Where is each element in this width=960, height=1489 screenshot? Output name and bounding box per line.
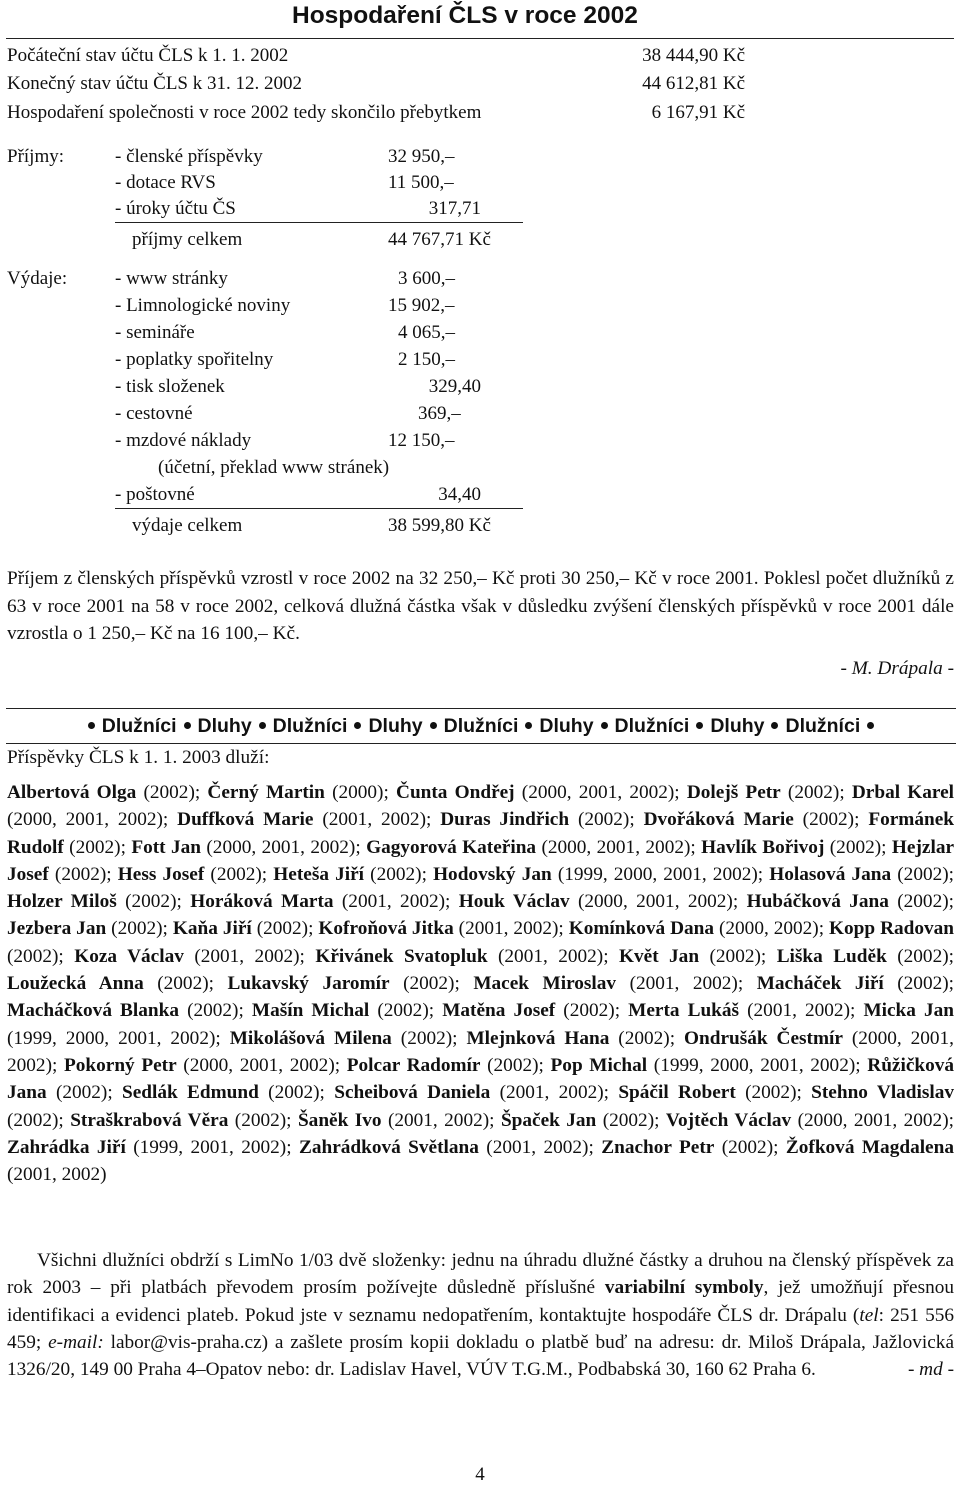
debtor-years: (2002);: [369, 1000, 443, 1022]
debtor-years: (2001, 2002);: [616, 973, 757, 995]
debtor-years: (2001, 2002);: [490, 1082, 619, 1104]
expense-item-value: 369,–: [418, 403, 461, 424]
debtor-item: [366, 837, 701, 858]
debtor-years: (2000, 2001, 2002);: [201, 836, 367, 858]
debtor-years: (2002);: [364, 863, 434, 885]
debtor-name: Lukavský Jaromír: [227, 973, 390, 995]
debtor-years: (2001, 2002);: [739, 1000, 864, 1022]
debtor-years: (2002);: [7, 1109, 71, 1131]
page-number: 4: [475, 1464, 485, 1485]
expense-note: (účetní, překlad www stránek): [158, 457, 390, 478]
debtor-years: (2001, 2002);: [453, 918, 569, 940]
bullet-icon: [601, 722, 608, 729]
expense-item-label: - poštovné: [115, 484, 195, 505]
debtor-years: (2002);: [714, 1136, 786, 1158]
debtor-name: Macek Miroslav: [473, 973, 617, 995]
debtor-years: (2002);: [251, 918, 319, 940]
income-total-value: 44 767,71 Kč: [388, 229, 491, 250]
bullet-icon: [771, 722, 778, 729]
debtor-name: Křivánek Svatopluk: [315, 945, 488, 967]
debtor-name: Zahrádka Jiří: [7, 1136, 126, 1158]
debtor-item: [628, 1000, 863, 1021]
debtor-name: Dvořáková Marie: [643, 809, 794, 831]
debtor-item: [396, 782, 687, 803]
expense-item-value: 3 600,–: [398, 268, 455, 289]
expense-item-value: 329,40: [428, 376, 481, 397]
debtor-years: (2001, 2002);: [333, 891, 459, 913]
banner-word: Dlužníci: [614, 714, 690, 737]
debtor-years: (2002);: [143, 973, 228, 995]
debtor-name: Jezbera Jan: [7, 918, 107, 940]
expense-item-label: - semináře: [115, 322, 195, 343]
debtor-years: (2002);: [883, 973, 954, 995]
debtor-name: Sedlák Edmund: [122, 1082, 259, 1104]
debtor-years: (2000, 2001, 2002);: [7, 1027, 954, 1076]
page-title: Hospodaření ČLS v roce 2002: [292, 2, 638, 29]
debtor-item: [230, 1028, 467, 1049]
debtor-years: (2001, 2002);: [313, 809, 441, 831]
debtor-years: (2002);: [48, 863, 118, 885]
comment-paragraph: [7, 565, 954, 648]
banner-word: Dlužníci: [272, 714, 348, 737]
debtor-name: Dolejš Petr: [686, 782, 781, 803]
debtor-name: Mlejnková Hana: [466, 1027, 610, 1049]
debtor-years: (2002);: [258, 1082, 335, 1104]
debtor-name: Pokorný Petr: [63, 1054, 177, 1076]
tel-number: : 251 556 459;: [7, 1304, 954, 1353]
debtor-item: [442, 1000, 628, 1021]
debtor-years: (2002);: [824, 836, 892, 858]
debtor-years: (2002);: [179, 1000, 252, 1022]
debtor-years: (2002);: [555, 1000, 629, 1022]
debtor-item: [601, 1137, 786, 1158]
debtor-name: Kopp Radovan: [829, 918, 955, 940]
debtor-item: [501, 1110, 666, 1131]
debtor-item: [318, 918, 568, 939]
banner-word: Dlužníci: [443, 714, 519, 737]
debtor-name: Mašín Michal: [251, 1000, 370, 1022]
debtor-years: (2002);: [891, 863, 955, 885]
closing-text: Všichni dlužníci obdrží s LimNo 1/03 dvě složenky: jednu na úhradu dlužné částky a druhou na členský příspěvek za rok 2003 – při platbách převodem prosím požívejte důsledně příslušné: [7, 1250, 954, 1299]
debtor-name: Černý Martin: [207, 782, 325, 803]
debtor-name: Macháčková Blanka: [7, 1000, 179, 1022]
debtor-item: [757, 973, 954, 994]
debtors-list: [7, 779, 954, 1188]
debtor-years: (2001, 2002);: [381, 1109, 501, 1131]
debtor-name: Šaněk Ivo: [297, 1109, 382, 1131]
debtor-years: (2001, 2002): [7, 1164, 107, 1186]
debtor-item: [551, 1055, 868, 1076]
debtor-item: [618, 1082, 811, 1103]
debtor-name: Koza Václav: [74, 945, 184, 967]
debtor-name: Horáková Marta: [190, 891, 334, 913]
debtor-name: Merta Lukáš: [628, 1000, 740, 1022]
debtor-name: Hejzlar Josef: [7, 836, 955, 885]
debtor-name: Žofková Magdalena: [785, 1136, 954, 1158]
debtor-years: (1999, 2001, 2002);: [125, 1136, 299, 1158]
expense-item-label: - mzdové náklady: [115, 430, 252, 451]
debtor-name: Havlík Bořivoj: [701, 836, 825, 858]
debtor-years: (2002);: [63, 836, 132, 858]
banner-word: Dluhy: [368, 714, 423, 737]
income-item-label: - dotace RVS: [115, 172, 216, 193]
debtor-name: Zahrádková Světlana: [298, 1136, 479, 1158]
debtor-item: [177, 809, 440, 830]
debtor-name: Hubáčková Jana: [746, 891, 889, 913]
debtor-item: [131, 837, 366, 858]
comment-text: Příjem z členských příspěvků vzrostl v roce 2002 na 32 250,– Kč proti 30 250,– Kč v roce 2001. Poklesl počet dlužníků z 63 v roce 2001 na 58 v roce 2002, celková dlužná částka však v důsledku zvýšení členských příspěvků v roce 2001 dále vzrostla o 1 250,– Kč na 16 100,– Kč.: [7, 568, 954, 644]
income-item-value: 11 500,–: [388, 172, 454, 193]
debtor-item: [777, 946, 954, 967]
debtor-name: Formánek Rudolf: [7, 809, 954, 858]
bullet-icon: [696, 722, 703, 729]
debtor-years: (2002);: [116, 891, 191, 913]
debtor-item: [347, 1055, 551, 1076]
expenses-total-label: výdaje celkem: [132, 515, 243, 536]
bullet-icon: [430, 722, 437, 729]
debtor-years: (2002);: [204, 863, 274, 885]
banner-word: Dluhy: [197, 714, 252, 737]
tel-label: tel: [859, 1304, 879, 1326]
debtor-item: [299, 1137, 601, 1158]
debtor-item: [315, 946, 619, 967]
debtor-item: [569, 918, 829, 939]
debtor-name: Pop Michal: [550, 1054, 648, 1076]
debtor-years: (2002);: [780, 782, 852, 803]
debtor-name: Duffková Marie: [177, 809, 314, 831]
debtor-name: Straškrabová Věra: [70, 1109, 229, 1131]
debtor-name: Komínková Dana: [568, 918, 715, 940]
expense-item-value: 15 902,–: [388, 295, 455, 316]
debtor-item: [687, 782, 852, 803]
debtor-item: [7, 782, 207, 803]
expense-item-label: - www stránky: [115, 268, 228, 289]
debtor-years: (2001, 2002);: [487, 945, 619, 967]
debtor-name: Vojtěch Václav: [665, 1109, 792, 1131]
debtor-years: (2002);: [228, 1109, 298, 1131]
debtor-item: [7, 973, 227, 994]
debtor-name: Macháček Jiří: [756, 973, 884, 995]
debtors-heading: Příspěvky ČLS k 1. 1. 2003 dluží:: [7, 747, 270, 768]
closing-text: labor@vis-praha.cz) a zašlete prosím kopii dokladu o platbě buď na adresu: dr. Miloš Drápala, Jažlovická 1326/20, 149 00 Praha 4–Opatov nebo: dr. Ladislav Havel, VÚV T.G.M., Podbabská 30, 160 62 Praha 6.: [7, 1331, 955, 1381]
debtor-item: [466, 1028, 684, 1049]
debtor-years: (2002);: [596, 1109, 666, 1131]
debtor-years: (2002);: [699, 945, 777, 967]
debtor-years: (2002);: [793, 809, 869, 831]
income-item-label: - úroky účtu ČS: [115, 198, 236, 219]
summary-label-end: Konečný stav účtu ČLS k 31. 12. 2002: [7, 73, 303, 94]
debtor-years: (2002);: [46, 1082, 123, 1104]
debtor-years: (2002);: [886, 945, 954, 967]
debtor-item: [70, 1110, 298, 1131]
debtors-banner: [6, 708, 956, 744]
debtor-name: Ondrušák Čestmír: [684, 1027, 843, 1049]
debtor-item: [207, 782, 396, 803]
debtor-name: Čunta Ondřej: [396, 782, 515, 803]
debtor-item: [473, 973, 756, 994]
debtor-item: [433, 864, 769, 885]
expense-item-value: 12 150,–: [388, 430, 455, 451]
debtor-name: Kofroňová Jitka: [318, 918, 454, 940]
closing-signature: - md -: [907, 1359, 954, 1381]
debtor-name: Polcar Radomír: [346, 1054, 481, 1076]
debtor-name: Stehno Vladislav: [811, 1082, 955, 1104]
debtor-years: (2002);: [389, 973, 474, 995]
debtor-item: [440, 809, 643, 830]
expense-item-label: - Limnologické noviny: [115, 295, 291, 316]
debtor-name: Růžičková Jana: [7, 1054, 955, 1104]
expense-item-label: - tisk složenek: [115, 376, 225, 397]
income-item-value: 317,71: [428, 198, 481, 219]
bullet-icon: [354, 722, 361, 729]
debtor-name: Albertová Olga: [7, 782, 137, 803]
debtor-item: [666, 1110, 954, 1131]
bullet-icon: [867, 722, 874, 729]
debtor-item: [7, 1000, 252, 1021]
debtor-years: (2002);: [136, 782, 208, 803]
debtor-item: [122, 1082, 334, 1103]
bullet-icon: [184, 722, 191, 729]
expenses-heading: Výdaje:: [7, 268, 68, 289]
income-total-rule: [115, 222, 523, 223]
debtor-item: [7, 1137, 299, 1158]
debtor-item: [701, 837, 892, 858]
debtor-years: (2000, 2001, 2002);: [791, 1109, 954, 1131]
bullet-icon: [525, 722, 532, 729]
debtor-name: Kaňa Jiří: [172, 918, 252, 940]
debtor-name: Znachor Petr: [601, 1136, 715, 1158]
debtor-years: (2000);: [324, 782, 397, 803]
debtor-name: Gagyorová Kateřina: [366, 836, 537, 858]
debtor-years: (2000, 2001, 2002);: [536, 836, 702, 858]
expense-item-value: 4 065,–: [398, 322, 455, 343]
debtor-item: [7, 891, 190, 912]
summary-value-start: 38 444,90 Kč: [642, 45, 745, 66]
debtor-item: [7, 918, 173, 939]
debtor-name: Květ Jan: [619, 945, 700, 967]
debtor-years: (1999, 2000, 2001, 2002);: [647, 1054, 868, 1076]
debtor-item: [644, 809, 869, 830]
closing-bold-text: variabilní symboly: [604, 1277, 764, 1299]
summary-label-surplus: Hospodaření společnosti v roce 2002 tedy skončilo přebytkem: [7, 102, 482, 123]
debtor-years: (2002);: [391, 1027, 467, 1049]
summary-value-surplus: 6 167,91 Kč: [651, 102, 745, 123]
income-item-label: - členské příspěvky: [115, 146, 263, 167]
email-label: e-mail:: [48, 1331, 104, 1353]
debtor-name: Špaček Jan: [500, 1109, 597, 1131]
expense-item-value: 34,40: [438, 484, 481, 505]
debtor-years: (2002);: [7, 945, 75, 967]
debtor-years: (2002);: [609, 1027, 684, 1049]
banner-word: Dluhy: [710, 714, 765, 737]
summary-value-end: 44 612,81 Kč: [642, 73, 745, 94]
debtor-name: Duras Jindřich: [440, 809, 570, 831]
debtor-name: Spáčil Robert: [618, 1082, 736, 1104]
debtor-name: Mikolášová Milena: [229, 1027, 392, 1049]
debtor-years: (2000, 2001, 2002);: [7, 809, 178, 831]
expenses-total-value: 38 599,80 Kč: [388, 515, 491, 536]
debtor-years: (2001, 2002);: [478, 1136, 602, 1158]
bullet-icon: [259, 722, 266, 729]
expense-item-value: 2 150,–: [398, 349, 455, 370]
banner-word: Dlužníci: [785, 714, 861, 737]
debtor-years: (2000, 2002);: [714, 918, 830, 940]
debtor-name: Liška Luděk: [776, 945, 887, 967]
debtor-item: [619, 946, 777, 967]
debtor-item: [273, 864, 433, 885]
debtor-item: [769, 864, 954, 885]
debtor-name: Heteša Jiří: [273, 863, 365, 885]
income-total-label: příjmy celkem: [132, 229, 243, 250]
title-bar: [6, 0, 954, 39]
debtor-years: (2000, 2001, 2002);: [569, 891, 747, 913]
debtor-name: Scheibová Daniela: [334, 1082, 491, 1104]
debtor-name: Hodovský Jan: [433, 863, 552, 885]
debtor-item: [64, 1055, 347, 1076]
debtor-years: (2002);: [888, 891, 954, 913]
debtor-item: [334, 1082, 618, 1103]
debtor-item: [298, 1110, 501, 1131]
debtor-name: Micka Jan: [863, 1000, 954, 1022]
debtor-years: (2000, 2001, 2002);: [176, 1054, 347, 1076]
debtor-item: [74, 946, 315, 967]
debtor-item: [459, 891, 747, 912]
expenses-total-rule: [115, 508, 523, 509]
debtor-years: (2002);: [735, 1082, 812, 1104]
bullet-icon: [88, 722, 95, 729]
debtor-years: (2000, 2001, 2002);: [514, 782, 687, 803]
banner-word: Dluhy: [539, 714, 594, 737]
debtor-name: Houk Václav: [458, 891, 570, 913]
debtor-years: (1999, 2000, 2001, 2002);: [7, 1027, 230, 1049]
income-heading: Příjmy:: [7, 146, 65, 167]
closing-paragraph: [7, 1247, 954, 1383]
expense-item-label: - cestovné: [115, 403, 193, 424]
debtor-item: [173, 918, 319, 939]
expense-item-label: - poplatky spořitelny: [115, 349, 274, 370]
banner-word: Dlužníci: [101, 714, 177, 737]
closing-text: , jež umožňují přesnou identifikaci a evidenci plateb. Pokud jste v seznamu nedopatřením, kontaktujte hospodáře ČLS dr. Drápalu (: [7, 1277, 954, 1326]
debtor-name: Hess Josef: [117, 863, 205, 885]
debtor-name: Drbal Karel: [851, 782, 955, 803]
debtor-item: [118, 864, 274, 885]
debtor-years: (2002);: [569, 809, 644, 831]
comment-signature: - M. Drápala -: [840, 658, 954, 679]
debtor-years: (1999, 2000, 2001, 2002);: [551, 863, 770, 885]
debtor-item: [190, 891, 459, 912]
debtor-item: [747, 891, 954, 912]
debtor-name: Holzer Miloš: [7, 891, 117, 913]
summary-label-start: Počáteční stav účtu ČLS k 1. 1. 2002: [7, 45, 289, 66]
debtor-name: Holasová Jana: [769, 863, 892, 885]
debtor-item: [252, 1000, 442, 1021]
debtor-name: Loužecká Anna: [7, 973, 144, 995]
debtor-name: Fott Jan: [131, 836, 201, 858]
income-item-value: 32 950,–: [388, 146, 455, 167]
debtor-years: (2001, 2002);: [183, 945, 316, 967]
debtor-years: (2002);: [480, 1054, 551, 1076]
debtor-name: Matěna Josef: [442, 1000, 556, 1022]
debtor-item: [227, 973, 473, 994]
debtor-years: (2002);: [106, 918, 173, 940]
